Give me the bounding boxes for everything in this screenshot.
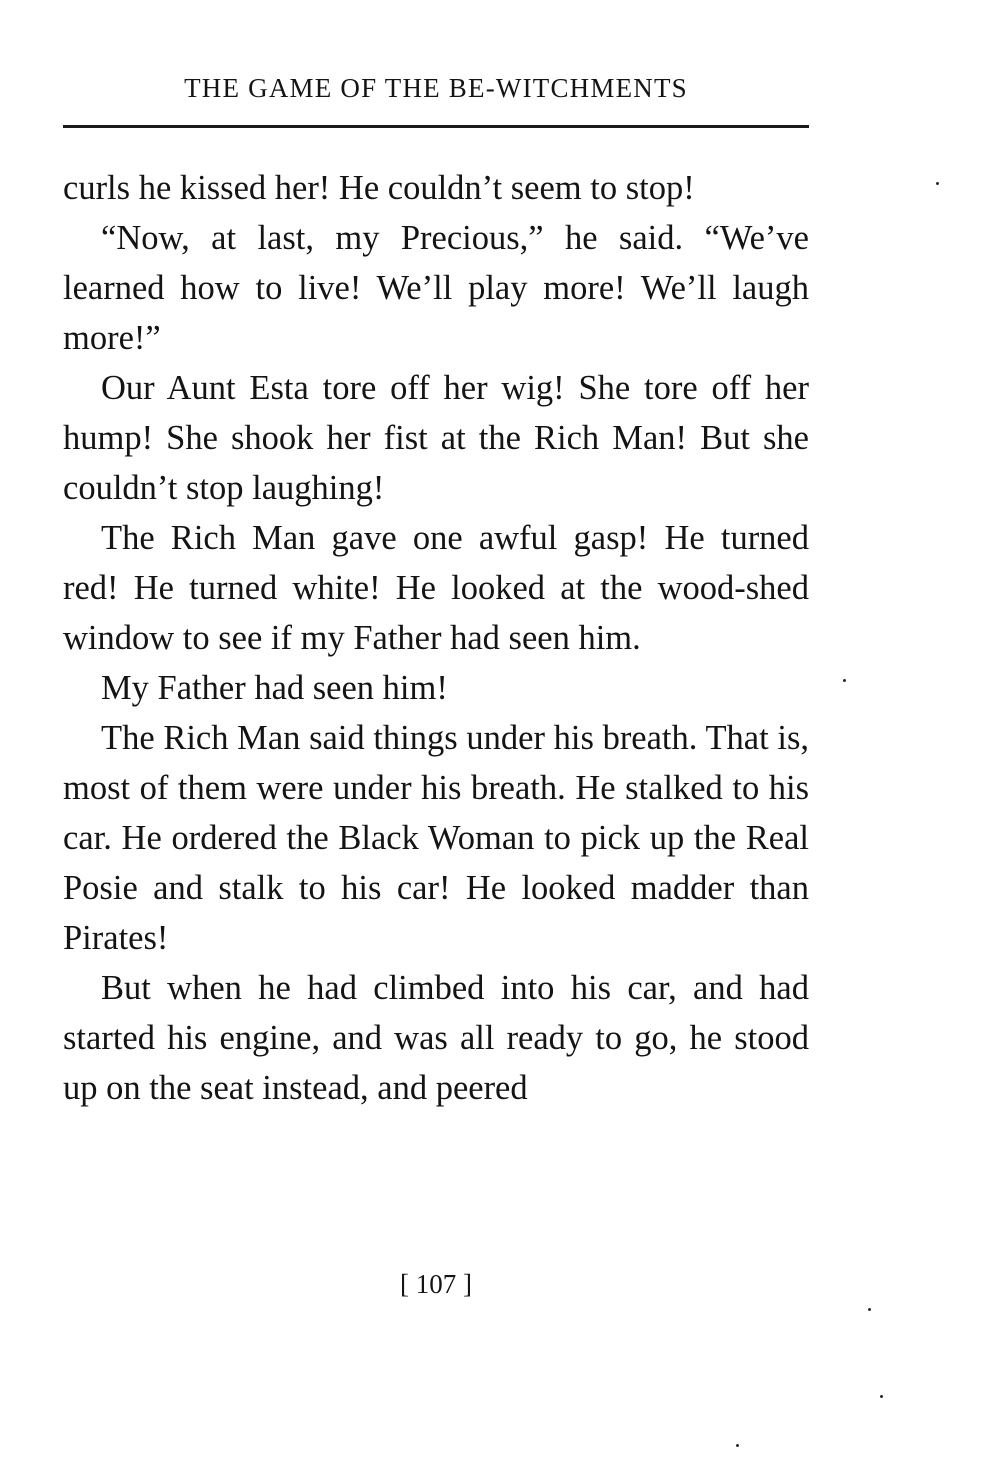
header-rule [63, 125, 809, 128]
paragraph-6: The Rich Man said things under his breath. That is, most of them were under his breath. He stalked to his car. He ordered the Black Woman to pick up the Real Posie and stalk to his car! He looked madder than Pirates! [63, 719, 809, 957]
paragraph-5: My Father had seen him! [101, 669, 448, 707]
paragraph-1: curls he kissed her! He couldn’t seem to stop! [63, 169, 695, 207]
paragraph-2: “Now, at last, my Precious,” he said. “We’ve learned how to live! We’ll play more! We’ll laugh more!” [63, 219, 809, 357]
paragraph-7: But when he had climbed into his car, and had started his engine, and was all ready to go, he stood up on the seat instead, and peered [63, 969, 809, 1107]
scan-speck [736, 1444, 739, 1447]
paragraph-4: The Rich Man gave one awful gasp! He turned red! He turned white! He looked at the wood-shed window to see if my Father had seen him. [63, 519, 809, 657]
scan-speck [880, 1395, 883, 1398]
running-head: THE GAME OF THE BE-WITCHMENTS [184, 73, 688, 103]
scan-speck [936, 182, 939, 185]
page-number: [ 107 ] [400, 1269, 472, 1299]
scan-speck [868, 1308, 871, 1311]
paragraph-3: Our Aunt Esta tore off her wig! She tore off her hump! She shook her fist at the Rich Man! But she couldn’t stop laughing! [63, 369, 809, 507]
scan-speck [843, 679, 846, 682]
body-text [63, 163, 809, 1113]
